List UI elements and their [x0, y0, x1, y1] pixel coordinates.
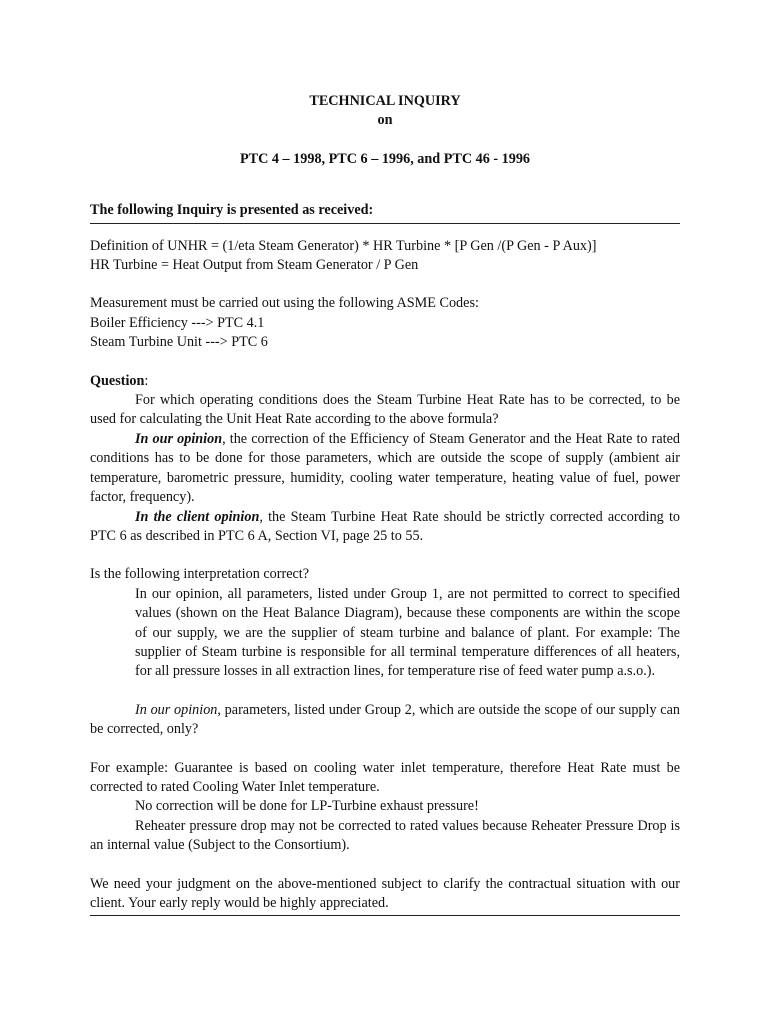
our-opinion-paragraph	[90, 430, 680, 508]
our-opinion-label: In our opinion	[135, 430, 223, 447]
measurement-section	[90, 294, 680, 352]
question-section	[90, 372, 680, 547]
hr-turbine-definition: HR Turbine = Heat Output from Steam Generator / P Gen	[90, 257, 419, 274]
steam-turbine-code: Steam Turbine Unit ---> PTC 6	[90, 334, 268, 351]
question-label: Question	[90, 372, 145, 389]
definitions-section	[90, 237, 680, 276]
interpretation-section	[90, 565, 680, 739]
group2-text: , parameters, listed under Group 2, which are outside the scope of our supply can be corrected, only?	[90, 701, 680, 738]
reheater-text: Reheater pressure drop may not be corrected to rated values because Reheater Pressure Drop is an internal value (Subject to the Consortium).	[90, 817, 680, 854]
client-opinion-label: In the client opinion	[135, 508, 260, 525]
our-opinion-text: , the correction of the Efficiency of Steam Generator and the Heat Rate to rated conditions has to be done for those parameters, which are outside the scope of supply (ambient air temperature, barometric pressure, humidity, cooling water temperature, heating value of fuel, power factor, frequency).	[90, 430, 680, 506]
intro-heading: The following Inquiry is presented as received:	[90, 201, 680, 223]
group2-label: In our opinion	[135, 701, 218, 718]
boiler-efficiency-code: Boiler Efficiency ---> PTC 4.1	[90, 314, 265, 331]
group2-paragraph	[90, 701, 680, 740]
group1-paragraph: In our opinion, all parameters, listed under Group 1, are not permitted to correct to specified values (shown on the Heat Balance Diagram), because these components are within the scope of our supply, we are the supplier of steam turbine and balance of plant. For example: The supplier of Steam turbine is responsible for all terminal temperature differences of all heaters, for all pressure losses in all extraction lines, for temperature rise of feed water pump a.s.o.).	[135, 585, 680, 680]
measurement-intro: Measurement must be carried out using the following ASME Codes:	[90, 295, 479, 312]
document-title: TECHNICAL INQUIRY	[309, 93, 461, 109]
no-correction-text: No correction will be done for LP-Turbine exhaust pressure!	[135, 798, 479, 815]
standards-heading: PTC 4 – 1998, PTC 6 – 1996, and PTC 46 - 1996	[239, 150, 531, 167]
unhr-definition: Definition of UNHR = (1/eta Steam Generator) * HR Turbine * [P Gen /(P Gen - P Aux)]	[90, 237, 597, 254]
client-opinion-paragraph	[90, 508, 680, 547]
question-heading	[90, 372, 680, 391]
document-subtitle: on	[377, 112, 393, 129]
interpretation-question: Is the following interpretation correct?	[90, 566, 310, 583]
question-colon: :	[144, 372, 149, 389]
example-section	[90, 759, 680, 856]
example-text: For example: Guarantee is based on cooling water inlet temperature, therefore Heat Rate must be corrected to rated Cooling Water Inlet temperature.	[90, 759, 680, 795]
client-opinion-text: , the Steam Turbine Heat Rate should be strictly corrected according to PTC 6 as described in PTC 6 A, Section VI, page 25 to 55.	[90, 508, 680, 544]
question-text: For which operating conditions does the Steam Turbine Heat Rate has to be corrected, to be used for calculating the Unit Heat Rate according to the above formula?	[90, 392, 680, 428]
document-page	[90, 92, 680, 916]
closing-section	[90, 875, 680, 917]
closing-text: We need your judgment on the above-mentioned subject to clarify the contractual situation with our client. Your early reply would be highly appreciated.	[90, 875, 680, 911]
